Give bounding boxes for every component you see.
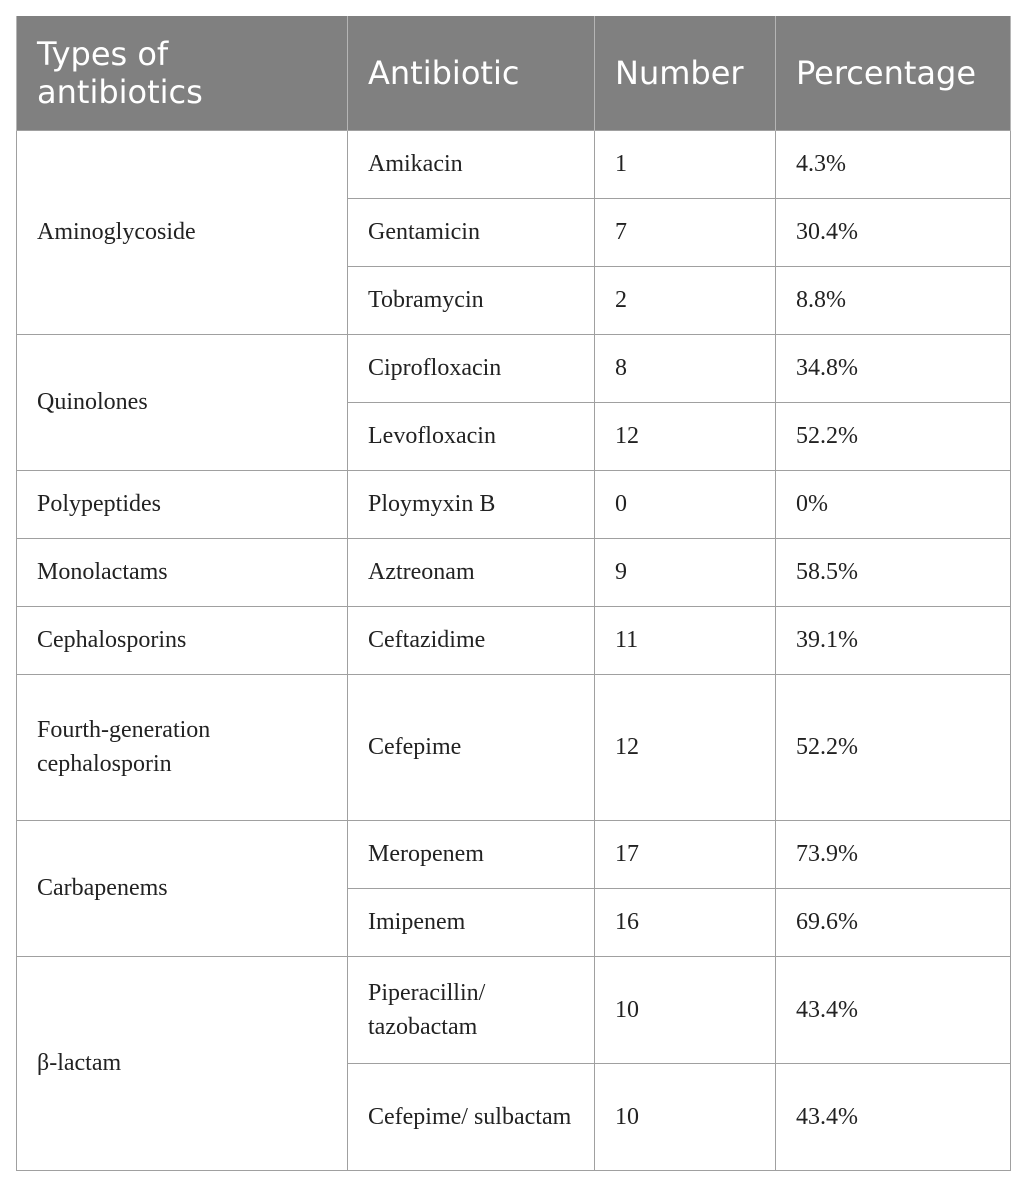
table-row	[17, 674, 1011, 820]
table-body	[17, 130, 1011, 1170]
number-cell: 1	[595, 130, 776, 198]
number-cell: 9	[595, 538, 776, 606]
type-cell: Carbapenems	[17, 820, 348, 956]
table-row	[17, 956, 1011, 1063]
type-cell: Quinolones	[17, 334, 348, 470]
number-cell: 2	[595, 266, 776, 334]
antibiotic-cell: Meropenem	[348, 820, 595, 888]
header-percentage: Percentage	[776, 16, 1011, 130]
percentage-cell: 8.8%	[776, 266, 1011, 334]
number-cell: 16	[595, 888, 776, 956]
number-cell: 10	[595, 956, 776, 1063]
percentage-cell: 4.3%	[776, 130, 1011, 198]
percentage-cell: 0%	[776, 470, 1011, 538]
number-cell: 10	[595, 1063, 776, 1170]
antibiotic-cell: Imipenem	[348, 888, 595, 956]
antibiotic-cell: Ciprofloxacin	[348, 334, 595, 402]
percentage-cell: 43.4%	[776, 956, 1011, 1063]
antibiotic-cell: Ploymyxin B	[348, 470, 595, 538]
number-cell: 11	[595, 606, 776, 674]
percentage-cell: 52.2%	[776, 674, 1011, 820]
antibiotic-cell: Amikacin	[348, 130, 595, 198]
table-row	[17, 334, 1011, 402]
number-cell: 17	[595, 820, 776, 888]
number-cell: 12	[595, 402, 776, 470]
table-row	[17, 820, 1011, 888]
percentage-cell: 73.9%	[776, 820, 1011, 888]
header-types-of-antibiotics: Types of antibiotics	[17, 16, 348, 130]
number-cell: 8	[595, 334, 776, 402]
table-row	[17, 130, 1011, 198]
percentage-cell: 39.1%	[776, 606, 1011, 674]
antibiotic-cell: Gentamicin	[348, 198, 595, 266]
header-row	[17, 16, 1011, 130]
antibiotic-cell: Cefepime	[348, 674, 595, 820]
antibiotic-table	[16, 16, 1011, 1171]
type-cell: Aminoglycoside	[17, 130, 348, 334]
type-cell: β-lactam	[17, 956, 348, 1170]
number-cell: 0	[595, 470, 776, 538]
table-row	[17, 606, 1011, 674]
antibiotic-cell: Cefepime/ sulbactam	[348, 1063, 595, 1170]
percentage-cell: 43.4%	[776, 1063, 1011, 1170]
table-header	[17, 16, 1011, 130]
header-number: Number	[595, 16, 776, 130]
header-antibiotic: Antibiotic	[348, 16, 595, 130]
antibiotic-cell: Piperacillin/ tazobactam	[348, 956, 595, 1063]
percentage-cell: 34.8%	[776, 334, 1011, 402]
table-row	[17, 470, 1011, 538]
antibiotic-cell: Tobramycin	[348, 266, 595, 334]
percentage-cell: 69.6%	[776, 888, 1011, 956]
type-cell: Cephalosporins	[17, 606, 348, 674]
table-row	[17, 538, 1011, 606]
antibiotic-cell: Aztreonam	[348, 538, 595, 606]
percentage-cell: 30.4%	[776, 198, 1011, 266]
percentage-cell: 58.5%	[776, 538, 1011, 606]
percentage-cell: 52.2%	[776, 402, 1011, 470]
number-cell: 12	[595, 674, 776, 820]
type-cell: Fourth-generation cephalosporin	[17, 674, 348, 820]
antibiotic-cell: Levofloxacin	[348, 402, 595, 470]
antibiotic-cell: Ceftazidime	[348, 606, 595, 674]
number-cell: 7	[595, 198, 776, 266]
type-cell: Polypeptides	[17, 470, 348, 538]
type-cell: Monolactams	[17, 538, 348, 606]
